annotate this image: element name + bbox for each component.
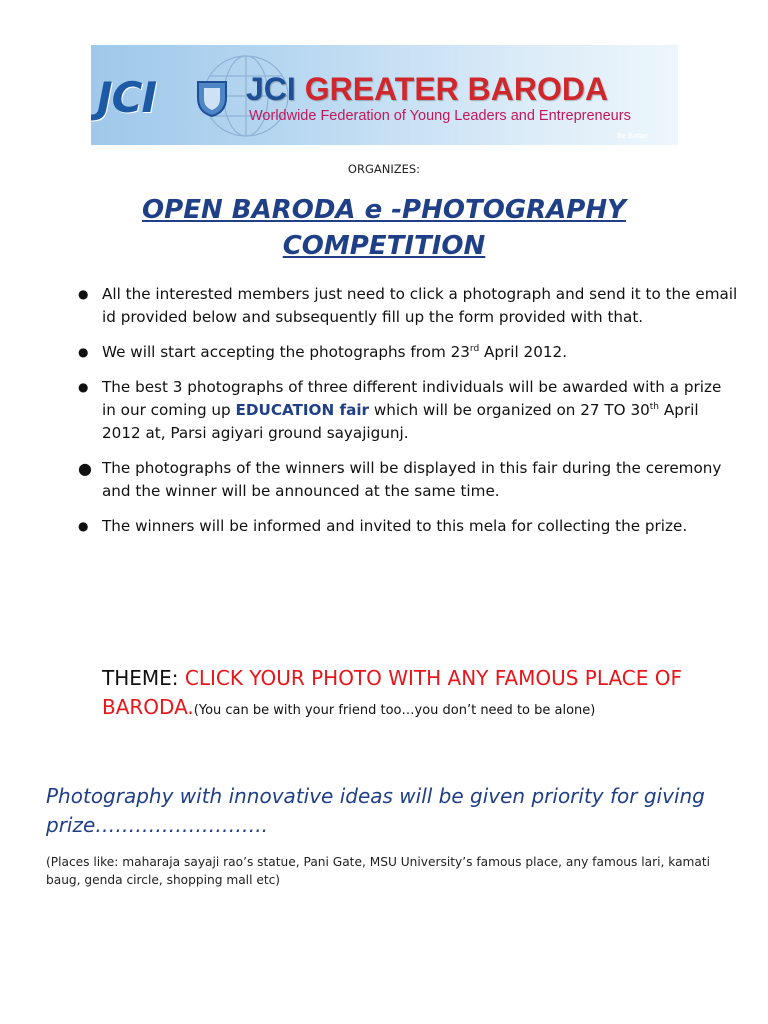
header-banner: [91, 45, 678, 145]
bullet-icon: ●: [78, 345, 89, 359]
bullet-text: The winners will be informed and invited to this mela for collecting the prize.: [102, 517, 688, 535]
theme-statement: [102, 664, 742, 725]
priority-note: Photography with innovative ideas will be given priority for giving prize……………………..: [46, 784, 705, 837]
bullet-icon: ●: [78, 519, 89, 533]
bullet-text: We will start accepting the photographs from 23: [102, 343, 470, 361]
bullet-icon: ●: [78, 380, 89, 394]
list-item: [78, 457, 738, 503]
banner-title-jci: JCI: [246, 71, 296, 107]
superscript: th: [649, 401, 660, 412]
theme-highlight: CLICK YOUR PHOTO WITH ANY FAMOUS PLACE OF BARODA.: [102, 666, 682, 719]
superscript: rd: [469, 343, 480, 354]
places-list: (Places like: maharaja sayaji rao’s statue, Pani Gate, MSU University’s famous place, any famous lari, kamati baug, genda circle, shopping mall etc): [46, 855, 711, 887]
theme-label: THEME:: [102, 666, 185, 690]
bullet-icon: ●: [78, 459, 92, 478]
bullet-text: The best 3 photographs of three different individuals will be awarded with a prize in our coming up: [102, 378, 722, 419]
bullet-icon: ●: [78, 287, 89, 301]
bullet-text-middle: which will be organized on 27 TO 30: [369, 401, 650, 419]
shield-icon: [194, 78, 230, 118]
jci-logo: JCI: [97, 73, 157, 122]
banner-subtitle: Worldwide Federation of Young Leaders and Entrepreneurs: [249, 108, 631, 124]
theme-note: (You can be with your friend too…you don’t need to be alone): [193, 703, 596, 718]
banner-tagline: Be Better: [617, 133, 649, 140]
banner-title: [246, 71, 608, 108]
rules-list: [78, 283, 738, 550]
list-item: [78, 341, 738, 364]
bullet-text-end: April 2012 at, Parsi agiyari ground sayajigunj.: [102, 401, 699, 442]
organizes-label: ORGANIZES:: [347, 162, 421, 176]
list-item: [78, 515, 738, 538]
list-item: [78, 376, 738, 445]
list-item: [78, 283, 738, 329]
education-fair-highlight: EDUCATION fair: [235, 401, 370, 419]
page-title: OPEN BARODA e -PHOTOGRAPHY COMPETITION: [142, 195, 626, 261]
bullet-text-end: April 2012.: [479, 343, 568, 361]
bullet-text: All the interested members just need to click a photograph and send it to the email id provided below and subsequently fill up the form provided with that.: [102, 285, 738, 326]
bullet-text: The photographs of the winners will be displayed in this fair during the ceremony and the winner will be announced at the same time.: [102, 459, 722, 500]
banner-title-rest: GREATER BARODA: [304, 71, 609, 107]
